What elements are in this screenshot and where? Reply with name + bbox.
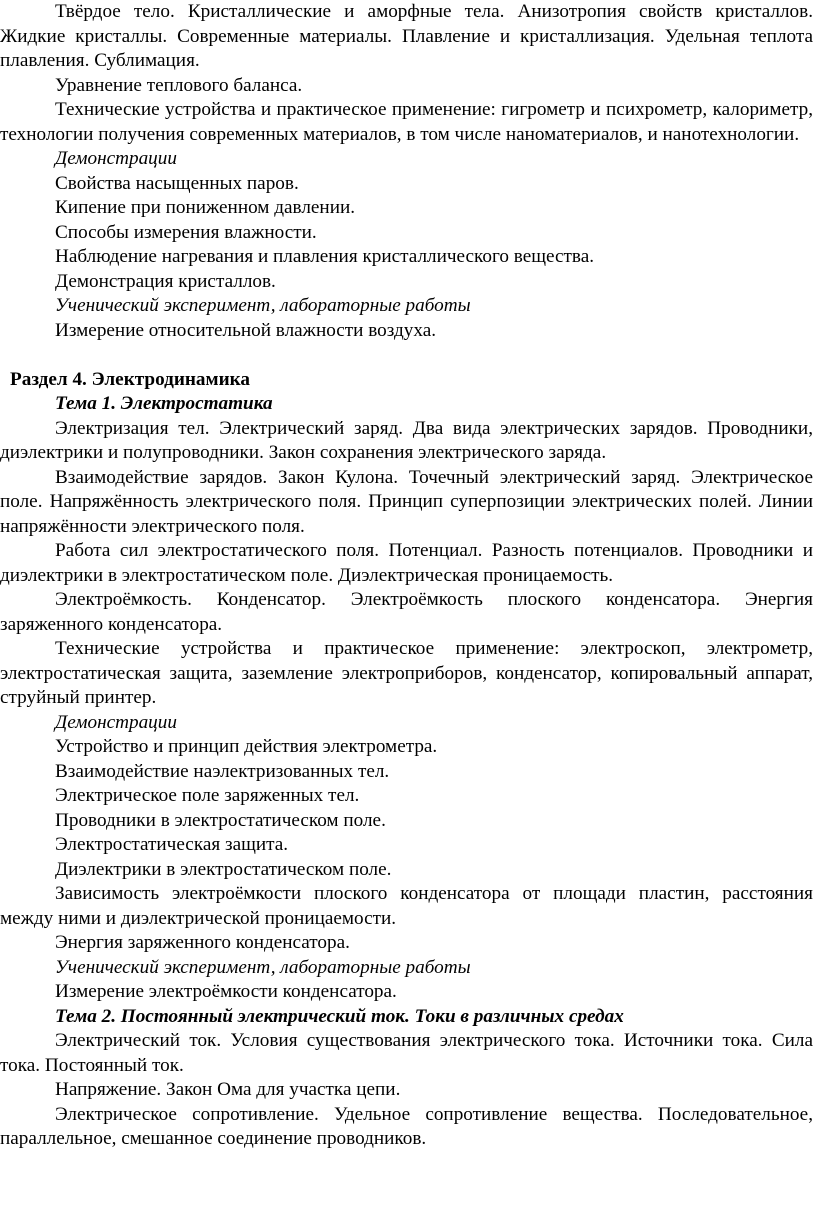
demo-item: Электрическое поле заряженных тел.: [55, 785, 360, 806]
demo-item: Демонстрация кристаллов.: [55, 270, 276, 292]
paragraph-technical-devices: Технические устройства и практическое применение: электроскоп, электрометр, электростатическая защита, заземление электроприборов, конденсатор, копировальный аппарат, струйный принтер.: [0, 638, 813, 708]
topic-title: Тема 1. Электростатика: [55, 393, 273, 414]
paragraph-technical-devices: Технические устройства и практическое применение: гигрометр и психрометр, калориметр, технологии получения современных материалов, в том числе наноматериалов, и нанотехнологии.: [0, 99, 813, 145]
demo-item: Проводники в электростатическом поле.: [55, 809, 386, 831]
topic-title: Тема 2. Постоянный электрический ток. Токи в различных средах: [55, 1005, 624, 1027]
demonstrations-heading: Демонстрации: [55, 148, 177, 169]
demo-item: Взаимодействие наэлектризованных тел.: [55, 760, 390, 782]
paragraph-resistance: Электрическое сопротивление. Удельное сопротивление вещества. Последовательное, параллельное, смешанное соединение проводников.: [0, 1103, 813, 1149]
spacer: [0, 343, 813, 368]
lab-works-heading: Ученический эксперимент, лабораторные работы: [55, 956, 471, 978]
lab-item: Измерение электроёмкости конденсатора.: [55, 981, 397, 1002]
paragraph-capacitance: Электроёмкость. Конденсатор. Электроёмкость плоского конденсатора. Энергия заряженного конденсатора.: [0, 589, 813, 635]
lab-works-heading: Ученический эксперимент, лабораторные работы: [55, 295, 471, 316]
demo-item: Способы измерения влажности.: [55, 221, 317, 243]
paragraph-potential: Работа сил электростатического поля. Потенциал. Разность потенциалов. Проводники и диэлектрики в электростатическом поле. Диэлектрическая проницаемость.: [0, 540, 813, 586]
demo-item: Кипение при пониженном давлении.: [55, 197, 356, 218]
demo-item: Диэлектрики в электростатическом поле.: [55, 858, 392, 880]
lab-item: Измерение относительной влажности воздуха.: [55, 319, 437, 341]
demo-item: Свойства насыщенных паров.: [55, 172, 299, 194]
demo-item-long: Зависимость электроёмкости плоского конденсатора от площади пластин, расстояния между ними и диэлектрической проницаемости.: [0, 883, 813, 929]
demo-item: Энергия заряженного конденсатора.: [55, 932, 350, 953]
paragraph-heat-balance: Уравнение теплового баланса.: [55, 74, 303, 96]
paragraph-ohm-law: Напряжение. Закон Ома для участка цепи.: [55, 1079, 401, 1100]
demo-item: Наблюдение нагревания и плавления кристаллического вещества.: [55, 246, 595, 267]
demo-item: Устройство и принцип действия электрометра.: [55, 736, 438, 757]
section-title: Раздел 4. Электродинамика: [10, 368, 251, 390]
demo-item: Электростатическая защита.: [55, 834, 289, 855]
paragraph-solid-state: Твёрдое тело. Кристаллические и аморфные тела. Анизотропия свойств кристаллов. Жидкие кристаллы. Современные материалы. Плавление и кристаллизация. Удельная теплота плавления. Сублимация.: [0, 1, 813, 71]
paragraph-electric-current: Электрический ток. Условия существования электрического тока. Источники тока. Сила тока. Постоянный ток.: [0, 1030, 813, 1076]
paragraph-coulomb-law: Взаимодействие зарядов. Закон Кулона. Точечный электрический заряд. Электрическое поле. Напряжённость электрического поля. Принцип суперпозиции электрических полей. Линии напряжённости электрического поля.: [0, 466, 813, 537]
demonstrations-heading: Демонстрации: [55, 711, 177, 733]
paragraph-electrification: Электризация тел. Электрический заряд. Два вида электрических зарядов. Проводники, диэлектрики и полупроводники. Закон сохранения электрического заряда.: [0, 417, 813, 463]
